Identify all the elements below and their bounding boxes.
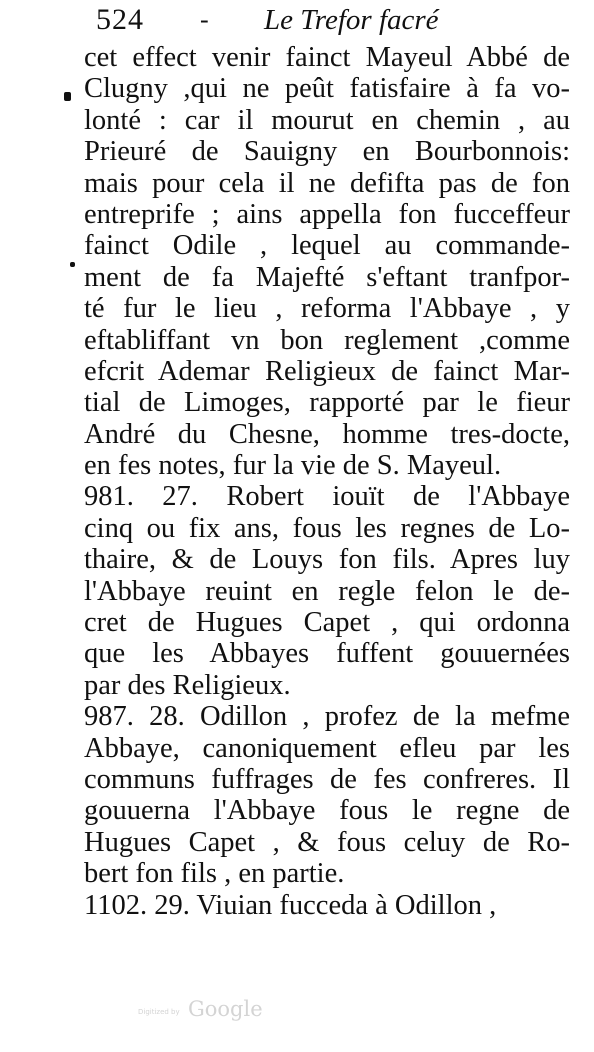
body-text [84,42,570,921]
text-line: mais pour cela il ne defifta pas de fon [84,167,570,199]
watermark-google-logo: Google [188,997,263,1021]
running-title: Le Trefor facré [264,4,439,36]
text-line: entreprife ; ains appella fon fucceffeur [84,198,570,230]
text-line: gouuerna l'Abbaye fous le regne de [84,795,570,827]
watermark-digitized-by: Digitized by [138,1008,180,1016]
text-line: cet effect venir fainct Mayeul Abbé de [84,42,570,73]
text-line: 987. 28. Odillon , profez de la mefme [84,701,570,733]
text-line: lonté : car il mourut en chemin , au [84,104,570,136]
digitization-watermark [138,996,298,1024]
text-line: fainct Odile , lequel au commande- [84,230,570,262]
text-line: Hugues Capet , & fous celuy de Ro- [84,826,570,858]
text-line: ment de fa Majefté s'eftant tranfpor- [84,261,570,293]
text-line: bert fon fils , en partie. [84,858,345,890]
text-line: té fur le lieu , reforma l'Abbaye , y [84,293,570,325]
text-line: tial de Limoges, rapporté par le fieur [84,387,570,419]
text-line: cret de Hugues Capet , qui ordonna [84,607,570,639]
text-line: thaire, & de Louys fon fils. Apres luy [84,544,570,576]
header-separator: - [200,5,209,34]
page-number: 524 [96,3,144,36]
text-line: Prieuré de Sauigny en Bourbonnois: [84,136,570,168]
running-header [96,2,576,38]
text-line: Clugny ,qui ne peût fatisfaire à fa vo- [84,73,570,105]
margin-ink-mark [64,92,71,101]
text-line: André du Chesne, homme tres-docte, [84,418,570,450]
margin-ink-dot [70,262,75,267]
text-line: communs fuffrages de fes confreres. Il [84,763,570,795]
text-line: eftabliffant vn bon reglement ,comme [84,324,570,356]
text-line: l'Abbaye reuint en regle felon le de- [84,575,570,607]
text-line: en fes notes, fur la vie de S. Mayeul. [84,450,502,482]
text-line: 1102. 29. Viuian fucceda à Odillon , [84,889,497,921]
text-line: cinq ou fix ans, fous les regnes de Lo- [84,512,570,544]
text-line: efcrit Ademar Religieux de fainct Mar- [84,355,570,387]
text-line: par des Religieux. [84,669,291,701]
text-line: que les Abbayes fuffent gouuernées [84,638,570,670]
text-line: Abbaye, canoniquement efleu par les [84,732,570,764]
text-line: 981. 27. Robert iouït de l'Abbaye [84,481,570,513]
